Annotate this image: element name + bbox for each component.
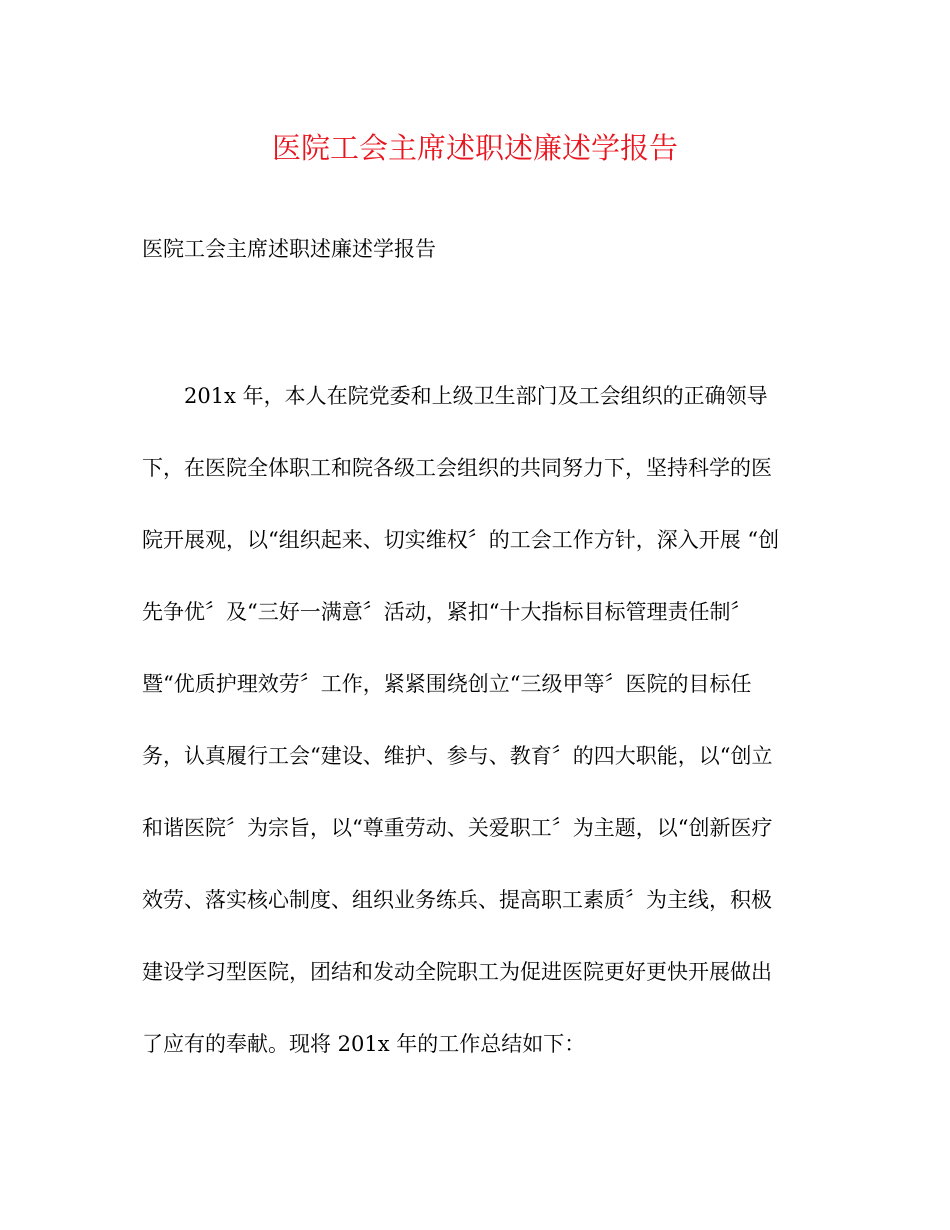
paragraph-line: 下，在医院全体职工和院各级工会组织的共同努力下，坚持科学的医 xyxy=(142,456,772,480)
paragraph-line: 效劳、落实核心制度、组织业务练兵、提高职工素质〞为主线，积极 xyxy=(142,888,772,912)
document-title: 医院工会主席述职述廉述学报告 xyxy=(271,131,678,165)
paragraph-line: 和谐医院〞为宗旨，以“尊重劳动、关爱职工〞为主题，以“创新医疗 xyxy=(142,816,773,840)
document-subtitle: 医院工会主席述职述廉述学报告 xyxy=(142,237,436,261)
paragraph-line: 了应有的奉献。现将 201x 年的工作总结如下： xyxy=(142,1032,586,1056)
paragraph-line: 201x 年，本人在院党委和上级卫生部门及工会组织的正确领导 xyxy=(184,384,768,408)
paragraph-line: 院开展观，以“组织起来、切实维权〞的工会工作方针，深入开展 “创 xyxy=(142,528,780,552)
paragraph-line: 务，认真履行工会“建设、维护、参与、教育〞的四大职能，以“创立 xyxy=(142,744,773,768)
paragraph-line: 先争优〞及“三好一满意〞活动，紧扣“十大指标目标管理责任制〞 xyxy=(142,600,752,624)
paragraph-line: 建设学习型医院，团结和发动全院职工为促进医院更好更快开展做出 xyxy=(142,960,772,984)
paragraph-line: 暨“优质护理效劳〞工作，紧紧围绕创立“三级甲等〞医院的目标任 xyxy=(142,672,752,696)
